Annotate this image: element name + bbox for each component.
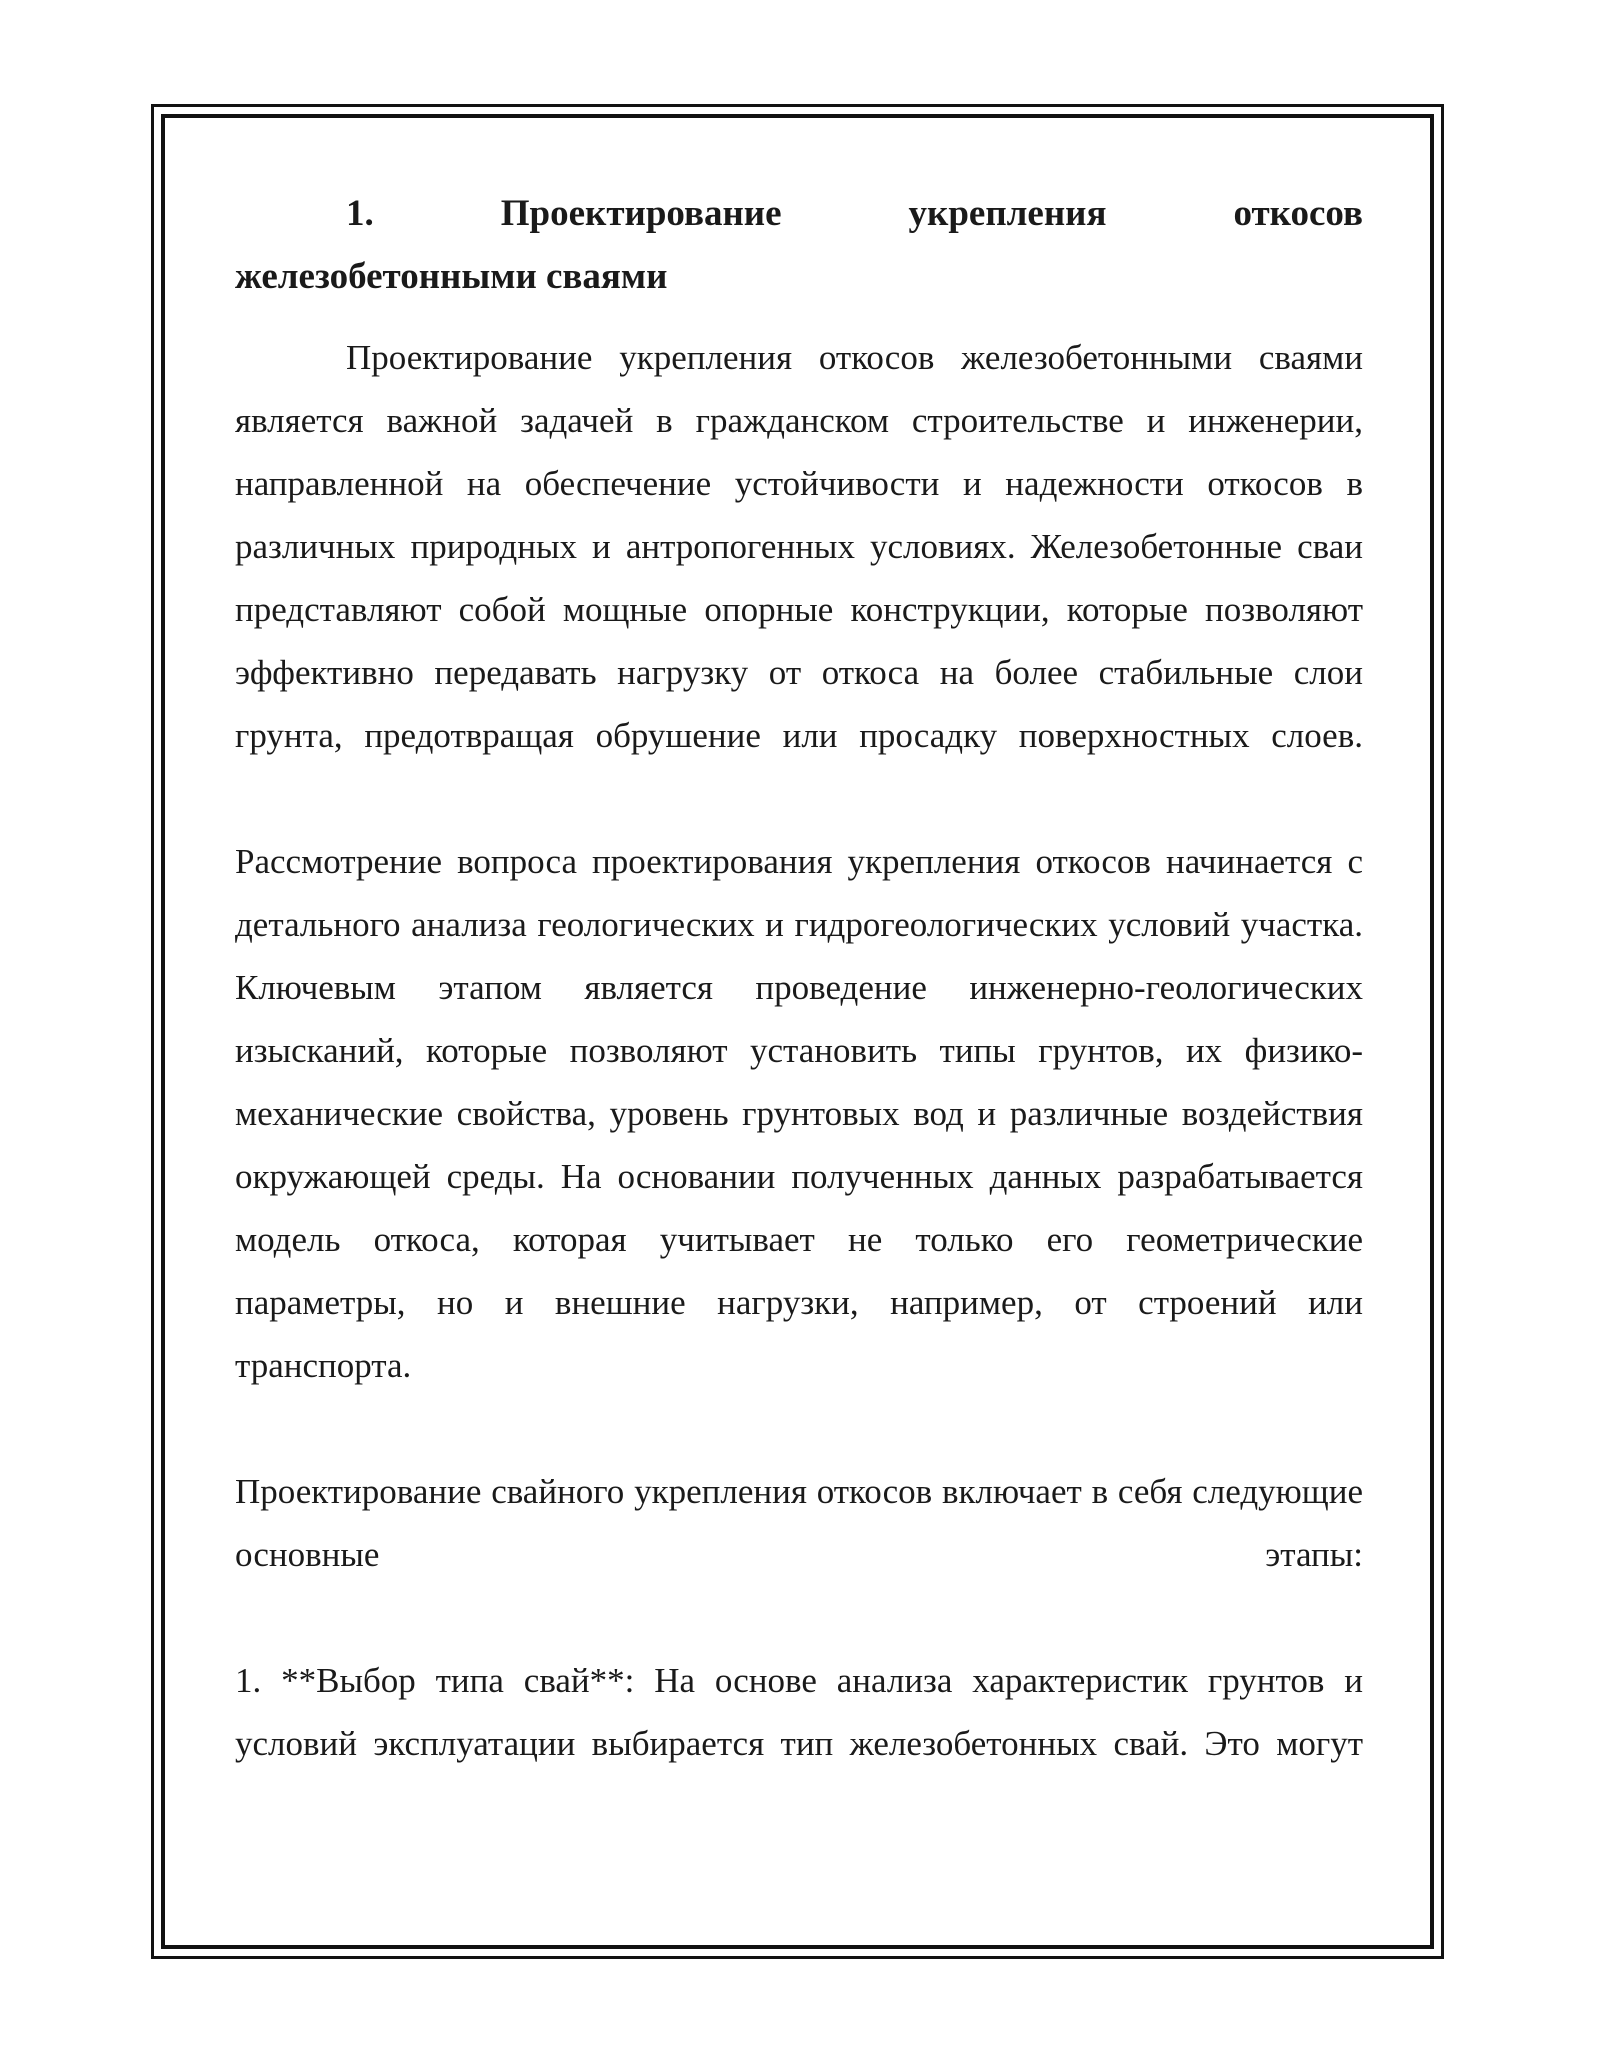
paragraph-intro: Проектирование укрепления откосов железобетонными сваями является важной задачей в гражданском строительстве и инженерии, направленной на обеспечение устойчивости и надежности откосов в различных природных и антропогенных условиях. Железобетонные сваи представляют собой мощные опорные конструкции, которые позволяют эффективно передавать нагрузку от откоса на более стабильные слои грунта, предотвращая обрушение или просадку поверхностных слоев. bbox=[235, 338, 1363, 755]
section-heading bbox=[235, 182, 1363, 308]
heading-word: укрепления bbox=[908, 193, 1107, 234]
heading-word: откосов bbox=[1233, 193, 1363, 234]
document-body bbox=[235, 182, 1363, 1775]
list-item-pile-type: 1. **Выбор типа свай**: На основе анализа характеристик грунтов и условий эксплуатации выбирается тип железобетонных свай. Это могут bbox=[235, 1661, 1363, 1763]
paragraph-gap bbox=[235, 1586, 1363, 1649]
paragraph-analysis: Рассмотрение вопроса проектирования укрепления откосов начинается с детального анализа геологических и гидрогеологических условий участка. Ключевым этапом является проведение инженерно-геологических изысканий, которые позволяют установить типы грунтов, их физико-механические свойства, уровень грунтовых вод и различные воздействия окружающей среды. На основании полученных данных разрабатывается модель откоса, которая учитывает не только его геометрические параметры, но и внешние нагрузки, например, от строений или транспорта. bbox=[235, 842, 1363, 1385]
heading-line-1 bbox=[235, 182, 1363, 245]
heading-line-2: железобетонными сваями bbox=[235, 256, 668, 297]
paragraph-stages: Проектирование свайного укрепления откосов включает в себя следующие основные этапы: bbox=[235, 1472, 1363, 1574]
paragraph-gap bbox=[235, 1397, 1363, 1460]
heading-number: 1. bbox=[346, 193, 374, 234]
paragraph-gap bbox=[235, 767, 1363, 830]
heading-word: Проектирование bbox=[500, 193, 782, 234]
